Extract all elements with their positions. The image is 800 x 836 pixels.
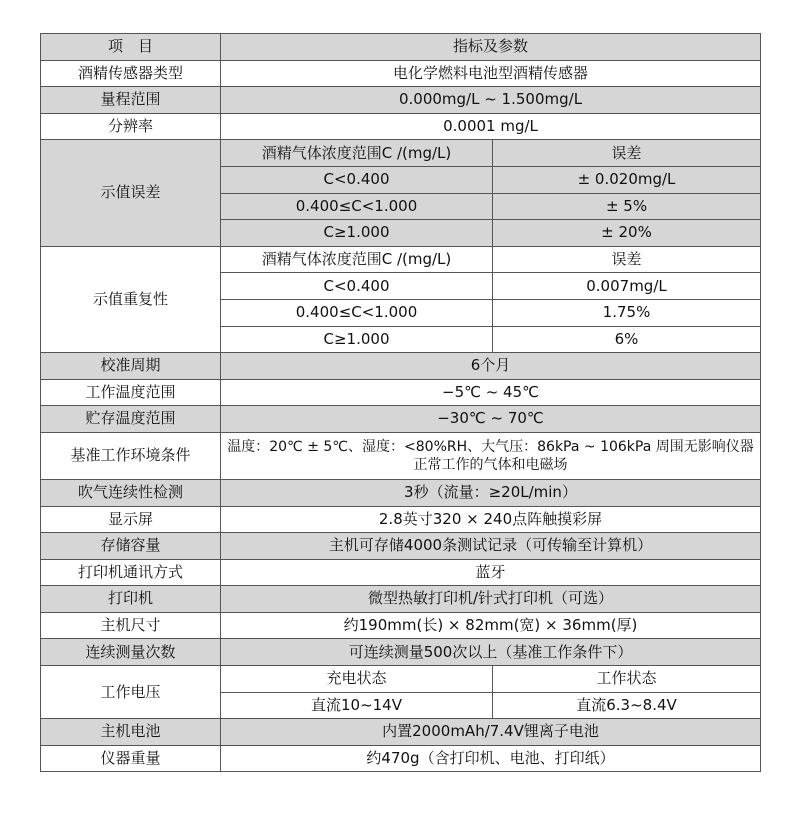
table-row — [41, 612, 761, 639]
voltage-work-value: 直流6.3~8.4V — [493, 692, 761, 719]
repeat-value: 0.007mg/L — [493, 273, 761, 300]
repeat-head-err: 误差 — [493, 246, 761, 273]
row-value: 微型热敏打印机/针式打印机（可选） — [221, 586, 761, 613]
header-row — [41, 34, 761, 61]
row-value: 3秒（流量：≥20L/min） — [221, 479, 761, 506]
row-value: 蓝牙 — [221, 559, 761, 586]
row-label: 主机电池 — [41, 719, 221, 746]
row-value: 约190mm(长) × 82mm(宽) × 36mm(厚) — [221, 612, 761, 639]
voltage-work-head: 工作状态 — [493, 666, 761, 693]
row-label: 工作温度范围 — [41, 379, 221, 406]
row-label: 连续测量次数 — [41, 639, 221, 666]
voltage-charge-head: 充电状态 — [221, 666, 493, 693]
row-label: 分辨率 — [41, 113, 221, 140]
row-value: 内置2000mAh/7.4V锂离子电池 — [221, 719, 761, 746]
row-value: 电化学燃料电池型酒精传感器 — [221, 60, 761, 87]
table-row — [41, 379, 761, 406]
table-row — [41, 113, 761, 140]
error-conc: 0.400≤C<1.000 — [221, 193, 493, 220]
error-head-conc: 酒精气体浓度范围C /(mg/L) — [221, 140, 493, 167]
row-value: 6个月 — [221, 353, 761, 380]
table-row — [41, 406, 761, 433]
row-label: 显示屏 — [41, 506, 221, 533]
row-value: 可连续测量500次以上（基准工作条件下） — [221, 639, 761, 666]
row-label: 量程范围 — [41, 87, 221, 114]
table-row — [41, 60, 761, 87]
error-conc: C<0.400 — [221, 166, 493, 193]
row-label: 打印机 — [41, 586, 221, 613]
table-row — [41, 506, 761, 533]
row-label: 酒精传感器类型 — [41, 60, 221, 87]
table-row — [41, 586, 761, 613]
repeat-conc: 0.400≤C<1.000 — [221, 299, 493, 326]
table-row — [41, 479, 761, 506]
error-value: ± 5% — [493, 193, 761, 220]
row-label: 打印机通讯方式 — [41, 559, 221, 586]
table-row — [41, 666, 761, 693]
error-head-err: 误差 — [493, 140, 761, 167]
repeat-label: 示值重复性 — [41, 246, 221, 352]
voltage-label: 工作电压 — [41, 666, 221, 719]
table-row — [41, 533, 761, 560]
row-label: 校准周期 — [41, 353, 221, 380]
header-spec: 指标及参数 — [221, 34, 761, 61]
row-label: 主机尺寸 — [41, 612, 221, 639]
table-row — [41, 719, 761, 746]
error-label: 示值误差 — [41, 140, 221, 246]
row-value: 0.0001 mg/L — [221, 113, 761, 140]
repeat-value: 6% — [493, 326, 761, 353]
row-label: 存储容量 — [41, 533, 221, 560]
voltage-charge-value: 直流10~14V — [221, 692, 493, 719]
spec-table — [40, 33, 761, 772]
repeat-head-conc: 酒精气体浓度范围C /(mg/L) — [221, 246, 493, 273]
error-conc: C≥1.000 — [221, 220, 493, 247]
row-value: −5℃ ~ 45℃ — [221, 379, 761, 406]
repeat-value: 1.75% — [493, 299, 761, 326]
repeat-conc: C≥1.000 — [221, 326, 493, 353]
repeat-conc: C<0.400 — [221, 273, 493, 300]
row-value: −30℃ ~ 70℃ — [221, 406, 761, 433]
row-value: 主机可存储4000条测试记录（可传输至计算机） — [221, 533, 761, 560]
table-row — [41, 140, 761, 167]
table-row — [41, 432, 761, 479]
table-row — [41, 559, 761, 586]
row-value: 温度：20℃ ± 5℃、湿度：<80%RH、大气压：86kPa ~ 106kPa 周围无影响仪器正常工作的气体和电磁场 — [221, 432, 761, 479]
header-item: 项 目 — [41, 34, 221, 61]
error-value: ± 20% — [493, 220, 761, 247]
row-value: 约470g（含打印机、电池、打印纸） — [221, 745, 761, 772]
row-label: 吹气连续性检测 — [41, 479, 221, 506]
row-label: 基准工作环境条件 — [41, 432, 221, 479]
table-row — [41, 246, 761, 273]
table-row — [41, 87, 761, 114]
table-row — [41, 353, 761, 380]
row-label: 贮存温度范围 — [41, 406, 221, 433]
error-value: ± 0.020mg/L — [493, 166, 761, 193]
row-value: 0.000mg/L ~ 1.500mg/L — [221, 87, 761, 114]
table-row — [41, 745, 761, 772]
row-value: 2.8英寸320 × 240点阵触摸彩屏 — [221, 506, 761, 533]
row-label: 仪器重量 — [41, 745, 221, 772]
table-row — [41, 639, 761, 666]
